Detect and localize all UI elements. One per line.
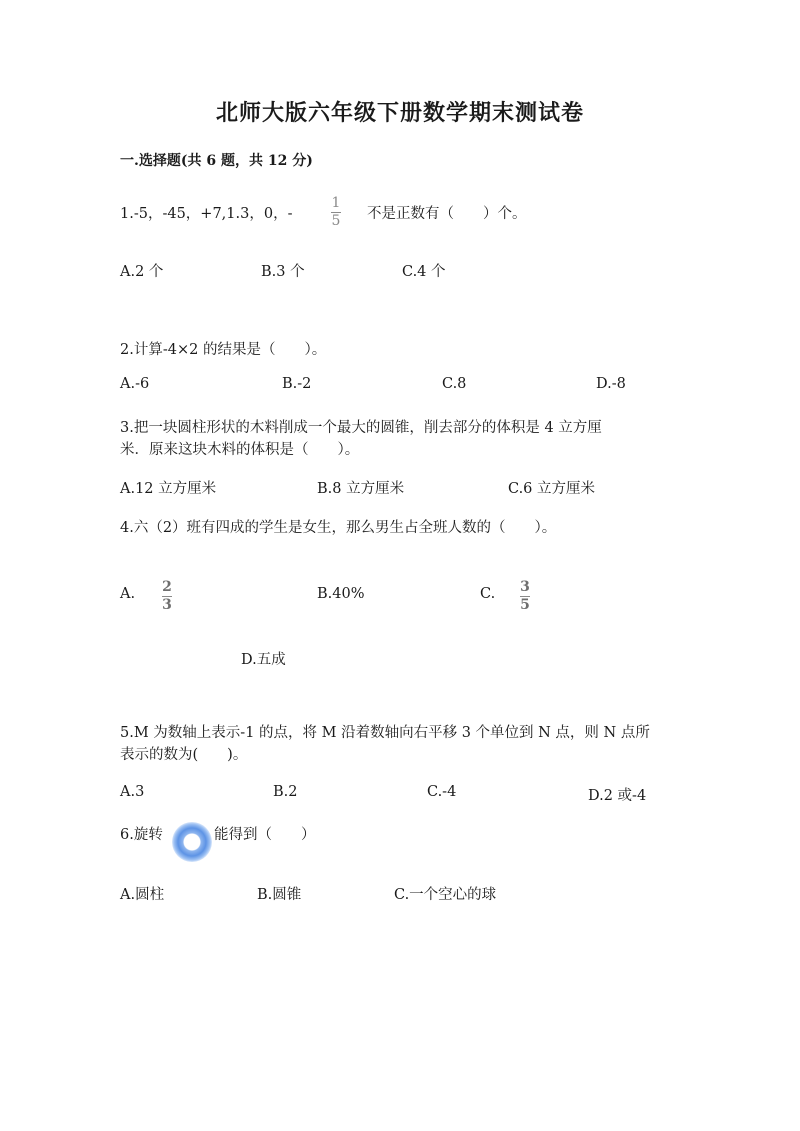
- question-5-line-2: 表示的数为( )。: [120, 747, 248, 763]
- ring-icon: [172, 822, 212, 862]
- question-2-option-a: A.-6: [120, 376, 150, 392]
- question-1-text: 1.-5，-45，+7,1.3，0，-: [120, 206, 293, 222]
- page-title: 北师大版六年级下册数学期末测试卷: [215, 100, 584, 126]
- question-5-option-a: A.3: [120, 784, 145, 800]
- question-1-option-a: A.2 个: [120, 264, 164, 280]
- question-4-option-b: B.40%: [317, 586, 365, 602]
- question-2-text: 2.计算-4×2 的结果是（ ）。: [120, 342, 327, 358]
- fraction-numerator: 1: [331, 195, 341, 211]
- question-6-option-a: A.圆柱: [120, 887, 165, 903]
- question-3-line-1: 3.把一块圆柱形状的木料削成一个最大的圆锥，削去部分的体积是 4 立方厘: [120, 420, 602, 436]
- question-3-option-b: B.8 立方厘米: [317, 481, 405, 497]
- question-5-option-c: C.-4: [427, 784, 457, 800]
- question-5-option-d: D.2 或-4: [588, 788, 647, 804]
- section-heading: 一.选择题(共 6 题，共 12 分): [120, 153, 313, 169]
- question-4-text: 4.六（2）班有四成的学生是女生，那么男生占全班人数的（ ）。: [120, 520, 557, 536]
- question-1-tail: 不是正数有（ ）个。: [367, 206, 527, 222]
- question-6-text-before: 6.旋转: [120, 827, 163, 843]
- fraction-numerator: 2: [162, 579, 172, 595]
- question-4-option-a-label: A.: [120, 586, 136, 602]
- question-2-option-d: D.-8: [596, 376, 626, 392]
- question-6-option-c: C.一个空心的球: [394, 887, 497, 903]
- question-4-option-d: D.五成: [241, 652, 286, 668]
- question-5-option-b: B.2: [273, 784, 298, 800]
- question-6-option-b: B.圆锥: [257, 887, 302, 903]
- question-1-fraction: [331, 196, 341, 229]
- fraction-numerator: 3: [520, 579, 530, 595]
- question-4-option-a-fraction: [162, 580, 172, 613]
- question-1-option-c: C.4 个: [402, 264, 446, 280]
- question-6-text-after: 能得到（ ）: [214, 827, 316, 843]
- question-3-option-a: A.12 立方厘米: [120, 481, 217, 497]
- fraction-denominator: 3: [162, 597, 172, 613]
- question-2-option-b: B.-2: [282, 376, 312, 392]
- question-3-line-2: 米．原来这块木料的体积是（ ）。: [120, 442, 360, 458]
- fraction-denominator: 5: [331, 213, 341, 229]
- question-2-option-c: C.8: [442, 376, 467, 392]
- fraction-denominator: 5: [520, 597, 530, 613]
- question-5-line-1: 5.M 为数轴上表示-1 的点，将 M 沿着数轴向右平移 3 个单位到 N 点，则 N 点所: [120, 725, 650, 741]
- question-4-option-c-fraction: [520, 580, 530, 613]
- question-4-option-c-label: C.: [480, 586, 496, 602]
- question-3-option-c: C.6 立方厘米: [508, 481, 596, 497]
- question-1-option-b: B.3 个: [261, 264, 305, 280]
